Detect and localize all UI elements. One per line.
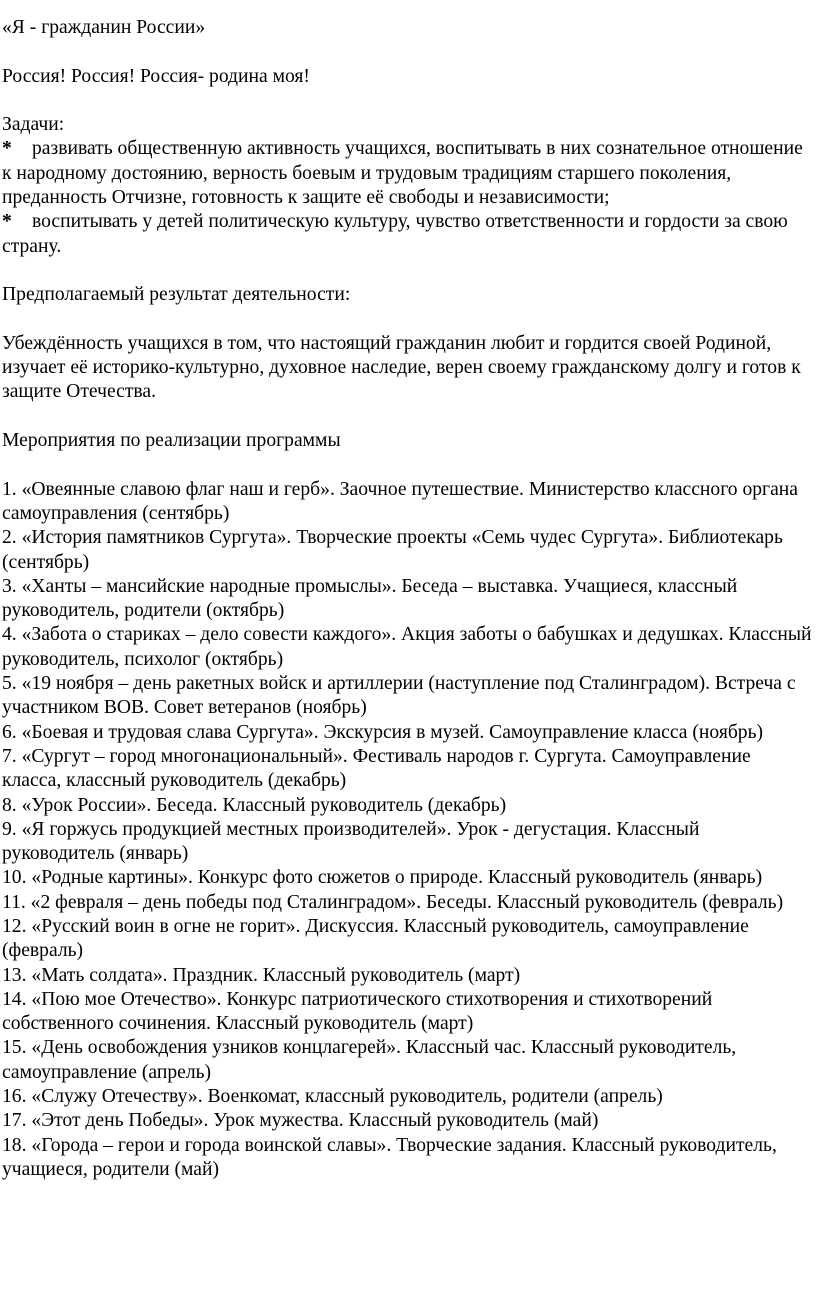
bullet-icon: * <box>2 211 12 233</box>
result-heading: Предполагаемый результат деятельности: <box>2 284 351 306</box>
event-item: 4. «Забота о стариках – дело совести каждого». Акция заботы о бабушках и дедушках. Классный руководитель, психолог (октябрь) <box>2 624 812 670</box>
event-item: 12. «Русский воин в огне не горит». Дискуссия. Классный руководитель, самоуправление (февраль) <box>2 915 749 962</box>
event-item: 17. «Этот день Победы». Урок мужества. Классный руководитель (май) <box>2 1110 599 1132</box>
events-heading: Мероприятия по реализации программы <box>2 430 341 452</box>
event-item: 10. «Родные картины». Конкурс фото сюжетов о природе. Классный руководитель (январь) <box>2 867 763 889</box>
task-item <box>2 210 812 259</box>
bullet-icon: * <box>2 138 12 160</box>
event-item: 2. «История памятников Сургута». Творческие проекты «Семь чудес Сургута». Библиотекарь (сентябрь) <box>2 527 783 573</box>
spacer <box>2 308 812 332</box>
task-text: развивать общественную активность учащихся, воспитывать в них сознательное отношение к народному достоянию, верность боевым и трудовым традициям старшего поколения, преданность Отчизне, готовность к защите её свободы и независимости; <box>2 138 803 209</box>
event-item: 9. «Я горжусь продукцией местных производителей». Урок - дегустация. Классный руководитель (январь) <box>2 818 700 865</box>
event-item: 13. «Мать солдата». Праздник. Классный руководитель (март) <box>2 964 521 986</box>
event-item: 11. «2 февраля – день победы под Сталинградом». Беседы. Классный руководитель (февраль) <box>2 891 784 913</box>
document-title: «Я - гражданин России» <box>2 17 206 38</box>
event-item: 1. «Овеянные славою флаг наш и герб». Заочное путешествие. Министерство классного органа самоуправления (сентябрь) <box>2 478 798 524</box>
events-list <box>2 478 812 1183</box>
spacer <box>2 89 812 113</box>
event-item: 8. «Урок России». Беседа. Классный руководитель (декабрь) <box>2 794 507 816</box>
event-item: 18. «Города – герои и города воинской славы». Творческие задания. Классный руководитель, учащиеся, родители (май) <box>2 1134 777 1180</box>
event-item: 3. «Ханты – мансийские народные промыслы». Беседа – выставка. Учащиеся, классный руководитель, родители (октябрь) <box>2 575 738 622</box>
motto: Россия! Россия! Россия- родина моя! <box>2 65 310 87</box>
spacer <box>2 405 812 429</box>
event-item: 16. «Служу Отечеству». Военкомат, классный руководитель, родители (апрель) <box>2 1086 663 1108</box>
event-item: 14. «Пою мое Отечество». Конкурс патриотического стихотворения и стихотворений собственного сочинения. Классный руководитель (март) <box>2 988 713 1035</box>
tasks-heading: Задачи: <box>2 114 65 136</box>
spacer <box>2 40 812 64</box>
document-page <box>2 16 812 1182</box>
event-item: 5. «19 ноября – день ракетных войск и артиллерии (наступление под Сталинградом). Встреча с участником ВОВ. Совет ветеранов (ноябрь) <box>2 673 796 719</box>
event-item: 15. «День освобождения узников концлагерей». Классный час. Классный руководитель, самоуправление (апрель) <box>2 1037 737 1083</box>
spacer <box>2 259 812 283</box>
event-item: 7. «Сургут – город многонациональный». Фестиваль народов г. Сургута. Самоуправление класса, классный руководитель (декабрь) <box>2 745 751 792</box>
result-text: Убеждённость учащихся в том, что настоящий гражданин любит и гордится своей Родиной, изучает её историко-культурно, духовное наследие, верен своему гражданскому долгу и готов к защите Отечества. <box>2 332 801 403</box>
spacer <box>2 453 812 477</box>
task-item <box>2 137 812 210</box>
event-item: 6. «Боевая и трудовая слава Сургута». Экскурсия в музей. Самоуправление класса (ноябрь) <box>2 721 764 743</box>
task-text: воспитывать у детей политическую культуру, чувство ответственности и гордости за свою страну. <box>2 211 788 257</box>
